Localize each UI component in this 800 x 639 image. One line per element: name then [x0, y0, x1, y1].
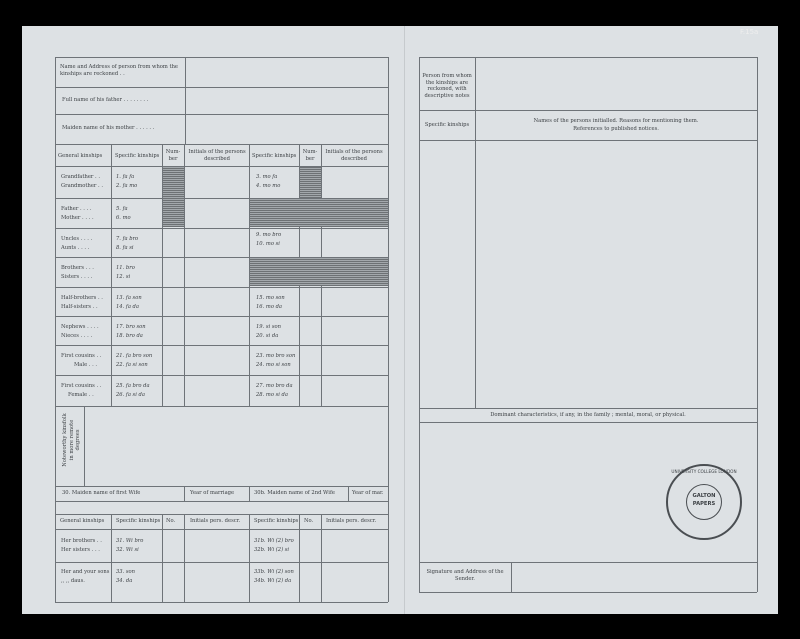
shaded-siblings-cell [250, 258, 388, 286]
page-fold [404, 26, 405, 614]
general-first-cousins-female: First cousins . . [61, 383, 102, 389]
specific-14: 14. fa da [116, 304, 139, 310]
specific-27: 27. mo bro da [256, 383, 293, 389]
specific-24: 24. mo si son [256, 362, 291, 368]
lower-col-specific-2: Specific kinships [254, 518, 299, 524]
col-initials-2: Initials of the persons described [325, 149, 383, 162]
specific-6: 6. mo [116, 215, 131, 221]
signature-address-label: Signature and Address of the Sender. [426, 569, 504, 582]
lower-col-no-2: No. [304, 518, 314, 524]
page-number: F.15a [740, 28, 759, 36]
specific-34b: 34b. Wi (2) da [254, 578, 292, 584]
lower-col-no: No. [166, 518, 176, 524]
specific-5: 5. fa [116, 206, 128, 212]
lower-general-daus: ,, ,, daus. [61, 578, 85, 584]
general-mother: Mother . . . . [61, 215, 94, 221]
col-number-2: Num-ber [302, 149, 318, 162]
first-wife-maiden-name: 30. Maiden name of first Wife [62, 490, 141, 496]
specific-4: 4. mo mo [256, 183, 281, 189]
general-sisters: Sisters . . . . [61, 274, 93, 280]
specific-8: 8. fa si [116, 245, 134, 251]
names-header-line-1: Names of the persons initialled. Reasons for mentioning them. [533, 118, 699, 124]
shaded-parents-cell [250, 199, 388, 227]
specific-10: 10. mo si [256, 241, 280, 247]
university-college-stamp [666, 464, 742, 540]
header-father: Full name of his father . . . . . . . . [62, 97, 149, 103]
specific-22: 22. fa si son [116, 362, 148, 368]
specific-26: 26. fa si da [116, 392, 145, 398]
specific-11: 11. bro [116, 265, 135, 271]
specific-33: 33. son [116, 569, 136, 575]
col-initials: Initials of the persons described [188, 149, 246, 162]
specific-25: 25. fa bro da [116, 383, 150, 389]
specific-2: 2. fa mo [116, 183, 138, 189]
general-half-brothers: Half-brothers . . [61, 295, 103, 301]
lower-col-general: General kinships [60, 518, 105, 524]
noteworthy-kinsfolk-label: Noteworthy kinsfolk in more remote degrees [62, 413, 81, 467]
specific-1: 1. fa fa [116, 174, 135, 180]
general-male: Male . . . [74, 362, 98, 368]
specific-18: 18. bro da [116, 333, 143, 339]
general-first-cousins-male: First cousins . . [61, 353, 102, 359]
specific-12: 12. si [116, 274, 131, 280]
person-from-label: Person from whom the kinships are reckoned, with descriptive notes [422, 73, 472, 99]
specific-19: 19. si son [256, 324, 281, 330]
general-aunts: Aunts . . . . [61, 245, 90, 251]
specific-31: 31. Wi bro [116, 538, 144, 544]
specific-13: 13. fa son [116, 295, 142, 301]
header-name-address: Name and Address of person from whom the kinships are reckoned . . [60, 64, 178, 77]
col-specific-kinships-2: Specific kinships [252, 153, 297, 159]
specific-17: 17. bro son [116, 324, 146, 330]
general-grandmother: Grandmother . . [61, 183, 103, 189]
general-nephews: Nephews . . . . [61, 324, 99, 330]
specific-20: 20. si da [256, 333, 279, 339]
general-grandfather: Grandfather . . [61, 174, 100, 180]
specific-16: 16. mo da [256, 304, 283, 310]
specific-33b: 33b. Wi (2) son [254, 569, 294, 575]
general-female: Female . . [68, 392, 94, 398]
year-of-marriage-2: Year of mar. [352, 490, 384, 496]
specific-15: 15. mo son [256, 295, 285, 301]
lower-col-initials: Initials pers. descr. [190, 518, 241, 524]
col-number: Num-ber [165, 149, 181, 162]
specific-3: 3. mo fa [256, 174, 278, 180]
stamp-outer-text: UNIVERSITY COLLEGE LONDON [671, 469, 737, 474]
lower-general-her-sisters: Her sisters . . . [61, 547, 100, 553]
shaded-number-cell-2 [300, 167, 321, 198]
specific-32b: 32b. Wi (2) si [254, 547, 290, 553]
general-brothers: Brothers . . . [61, 265, 94, 271]
specific-21: 21. fa bro son [116, 353, 153, 359]
specific-23: 23. mo bro son [256, 353, 296, 359]
specific-kinships-label: Specific kinships [424, 122, 470, 128]
lower-col-initials-2: Initials pers. descr. [326, 518, 377, 524]
specific-34: 34. da [116, 578, 133, 584]
specific-32: 32. Wi si [116, 547, 139, 553]
stamp-papers: PAPERS [692, 501, 716, 507]
col-general-kinships: General kinships [58, 153, 103, 159]
lower-col-specific: Specific kinships [116, 518, 161, 524]
general-half-sisters: Half-sisters . . [61, 304, 98, 310]
stamp-galton: GALTON [692, 493, 716, 499]
header-mother: Maiden name of his mother . . . . . . [62, 125, 155, 131]
general-uncles: Uncles . . . . [61, 236, 93, 242]
shaded-number-cell [163, 167, 184, 227]
general-nieces: Nieces . . . . [61, 333, 93, 339]
specific-9: 9. mo bro [256, 232, 282, 238]
specific-7: 7. fa bro [116, 236, 139, 242]
specific-31b: 31b. Wi (2) bro [254, 538, 294, 544]
names-header-line-2: References to published notices. [573, 126, 659, 132]
lower-general-sons: Her and your sons [61, 569, 110, 575]
col-specific-kinships: Specific kinships [115, 153, 160, 159]
year-of-marriage: Year of marriage [190, 490, 235, 496]
specific-28: 28. mo si da [256, 392, 288, 398]
lower-general-her-brothers: Her brothers . . [61, 538, 102, 544]
second-wife-maiden-name: 30b. Maiden name of 2nd Wife [254, 490, 335, 496]
general-father: Father . . . . [61, 206, 92, 212]
dominant-characteristics: Dominant characteristics, if any, in the family ; mental, moral, or physical. [490, 412, 686, 418]
